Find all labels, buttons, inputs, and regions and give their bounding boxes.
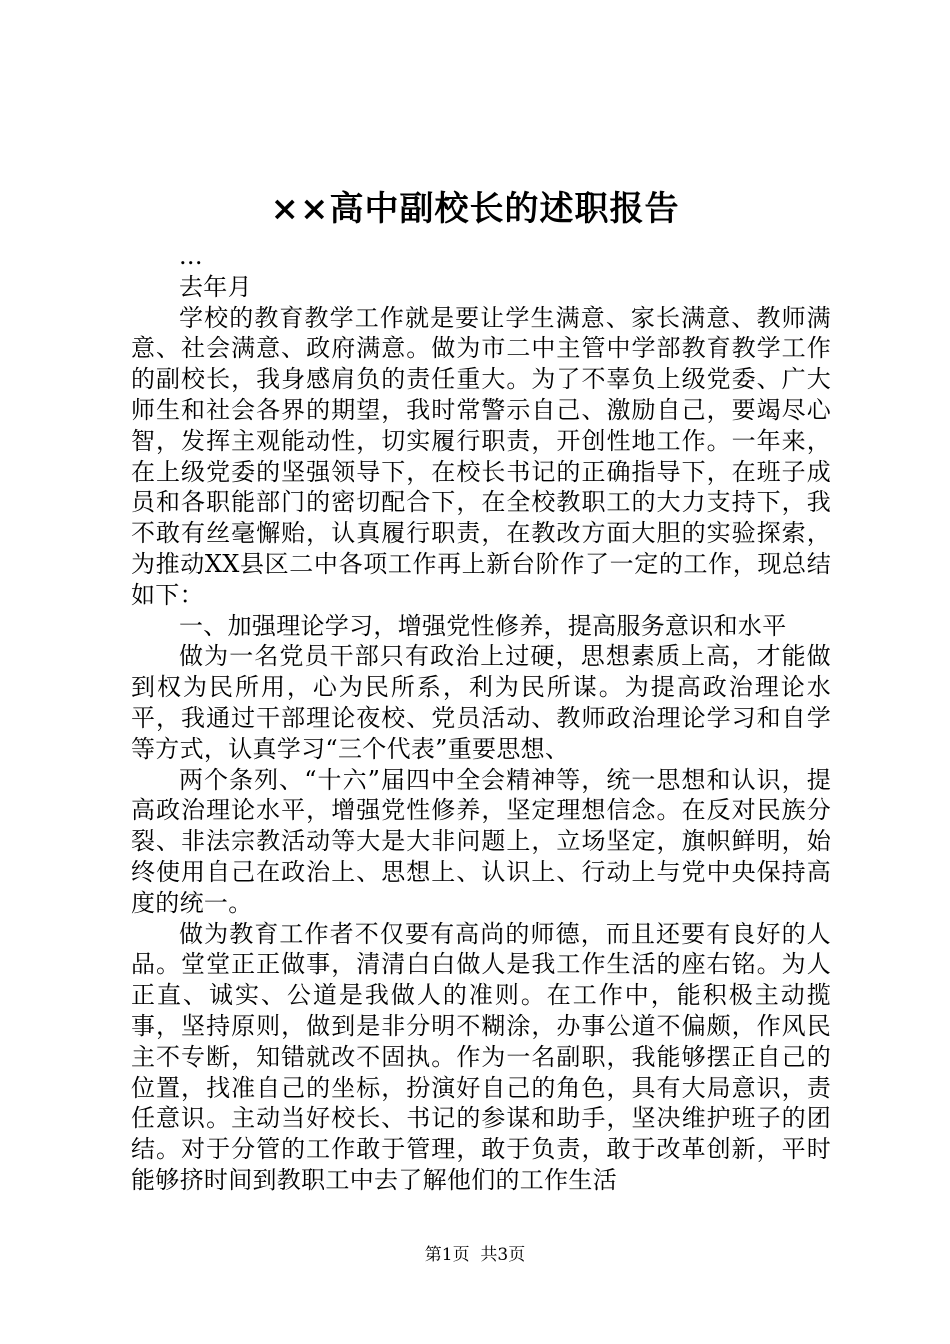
- ellipsis-line: ...: [179, 242, 203, 270]
- page-number: 第1页: [424, 1245, 470, 1265]
- paragraph-ethics: 做为教育工作者不仅要有高尚的师德，而且还要有良好的人品。堂堂正正做事，清清白白做人是我工作生活的座右铭。为人正直、诚实、公道是我做人的准则。在工作中，能积极主动揽事，坚持原则，做到是非分明不糊涂，办事公道不偏颇，作风民主不专断，知错就改不固执。作为一名副职，我能够摆正自己的位置，找准自己的坐标，扮演好自己的角色，具有大局意识，责任意识。主动当好校长、书记的参谋和助手，坚决维护班子的团结。对于分管的工作敢于管理，敢于负责，敢于改革创新，平时能够挤时间到教职工中去了解他们的工作生活: [131, 919, 831, 1194]
- paragraph-party-member: 做为一名党员干部只有政治上过硬，思想素质上高，才能做到权为民所用，心为民所系，利为民所谋。为提高政治理论水平，我通过干部理论夜校、党员活动、教师政治理论学习和自学等方式，认真学习“三个代表”重要思想、: [131, 642, 831, 763]
- page-footer: [0, 1243, 950, 1267]
- page-total: 共3页: [480, 1245, 526, 1265]
- footer-spacer: [470, 1245, 481, 1265]
- paragraph-intro: 学校的教育教学工作就是要让学生满意、家长满意、教师满意、社会满意、政府满意。做为市二中主管中学部教育教学工作的副校长，我身感肩负的责任重大。为了不辜负上级党委、广大师生和社会各界的期望，我时常警示自己、激励自己，要竭尽心智，发挥主观能动性，切实履行职责，开创性地工作。一年来，在上级党委的坚强领导下，在校长书记的正确指导下，在班子成员和各职能部门的密切配合下，在全校教职工的大力支持下，我不敢有丝毫懈贻，认真履行职责，在教改方面大胆的实验探索，为推动XX县区二中各项工作再上新台阶作了一定的工作，现总结如下：: [131, 303, 831, 609]
- document-body: [131, 241, 831, 1196]
- document-title: ××高中副校长的述职报告: [270, 189, 680, 229]
- date-line: 去年月: [179, 272, 252, 301]
- section-heading-1: 一、加强理论学习，增强党性修养，提高服务意识和水平: [179, 611, 787, 640]
- paragraph-political-study: 两个条列、“十六”届四中全会精神等，统一思想和认识，提高政治理论水平，增强党性修养，坚定理想信念。在反对民族分裂、非法宗教活动等大是大非问题上，立场坚定，旗帜鲜明，始终使用自己在政治上、思想上、认识上、行动上与党中央保持高度的统一。: [131, 765, 831, 917]
